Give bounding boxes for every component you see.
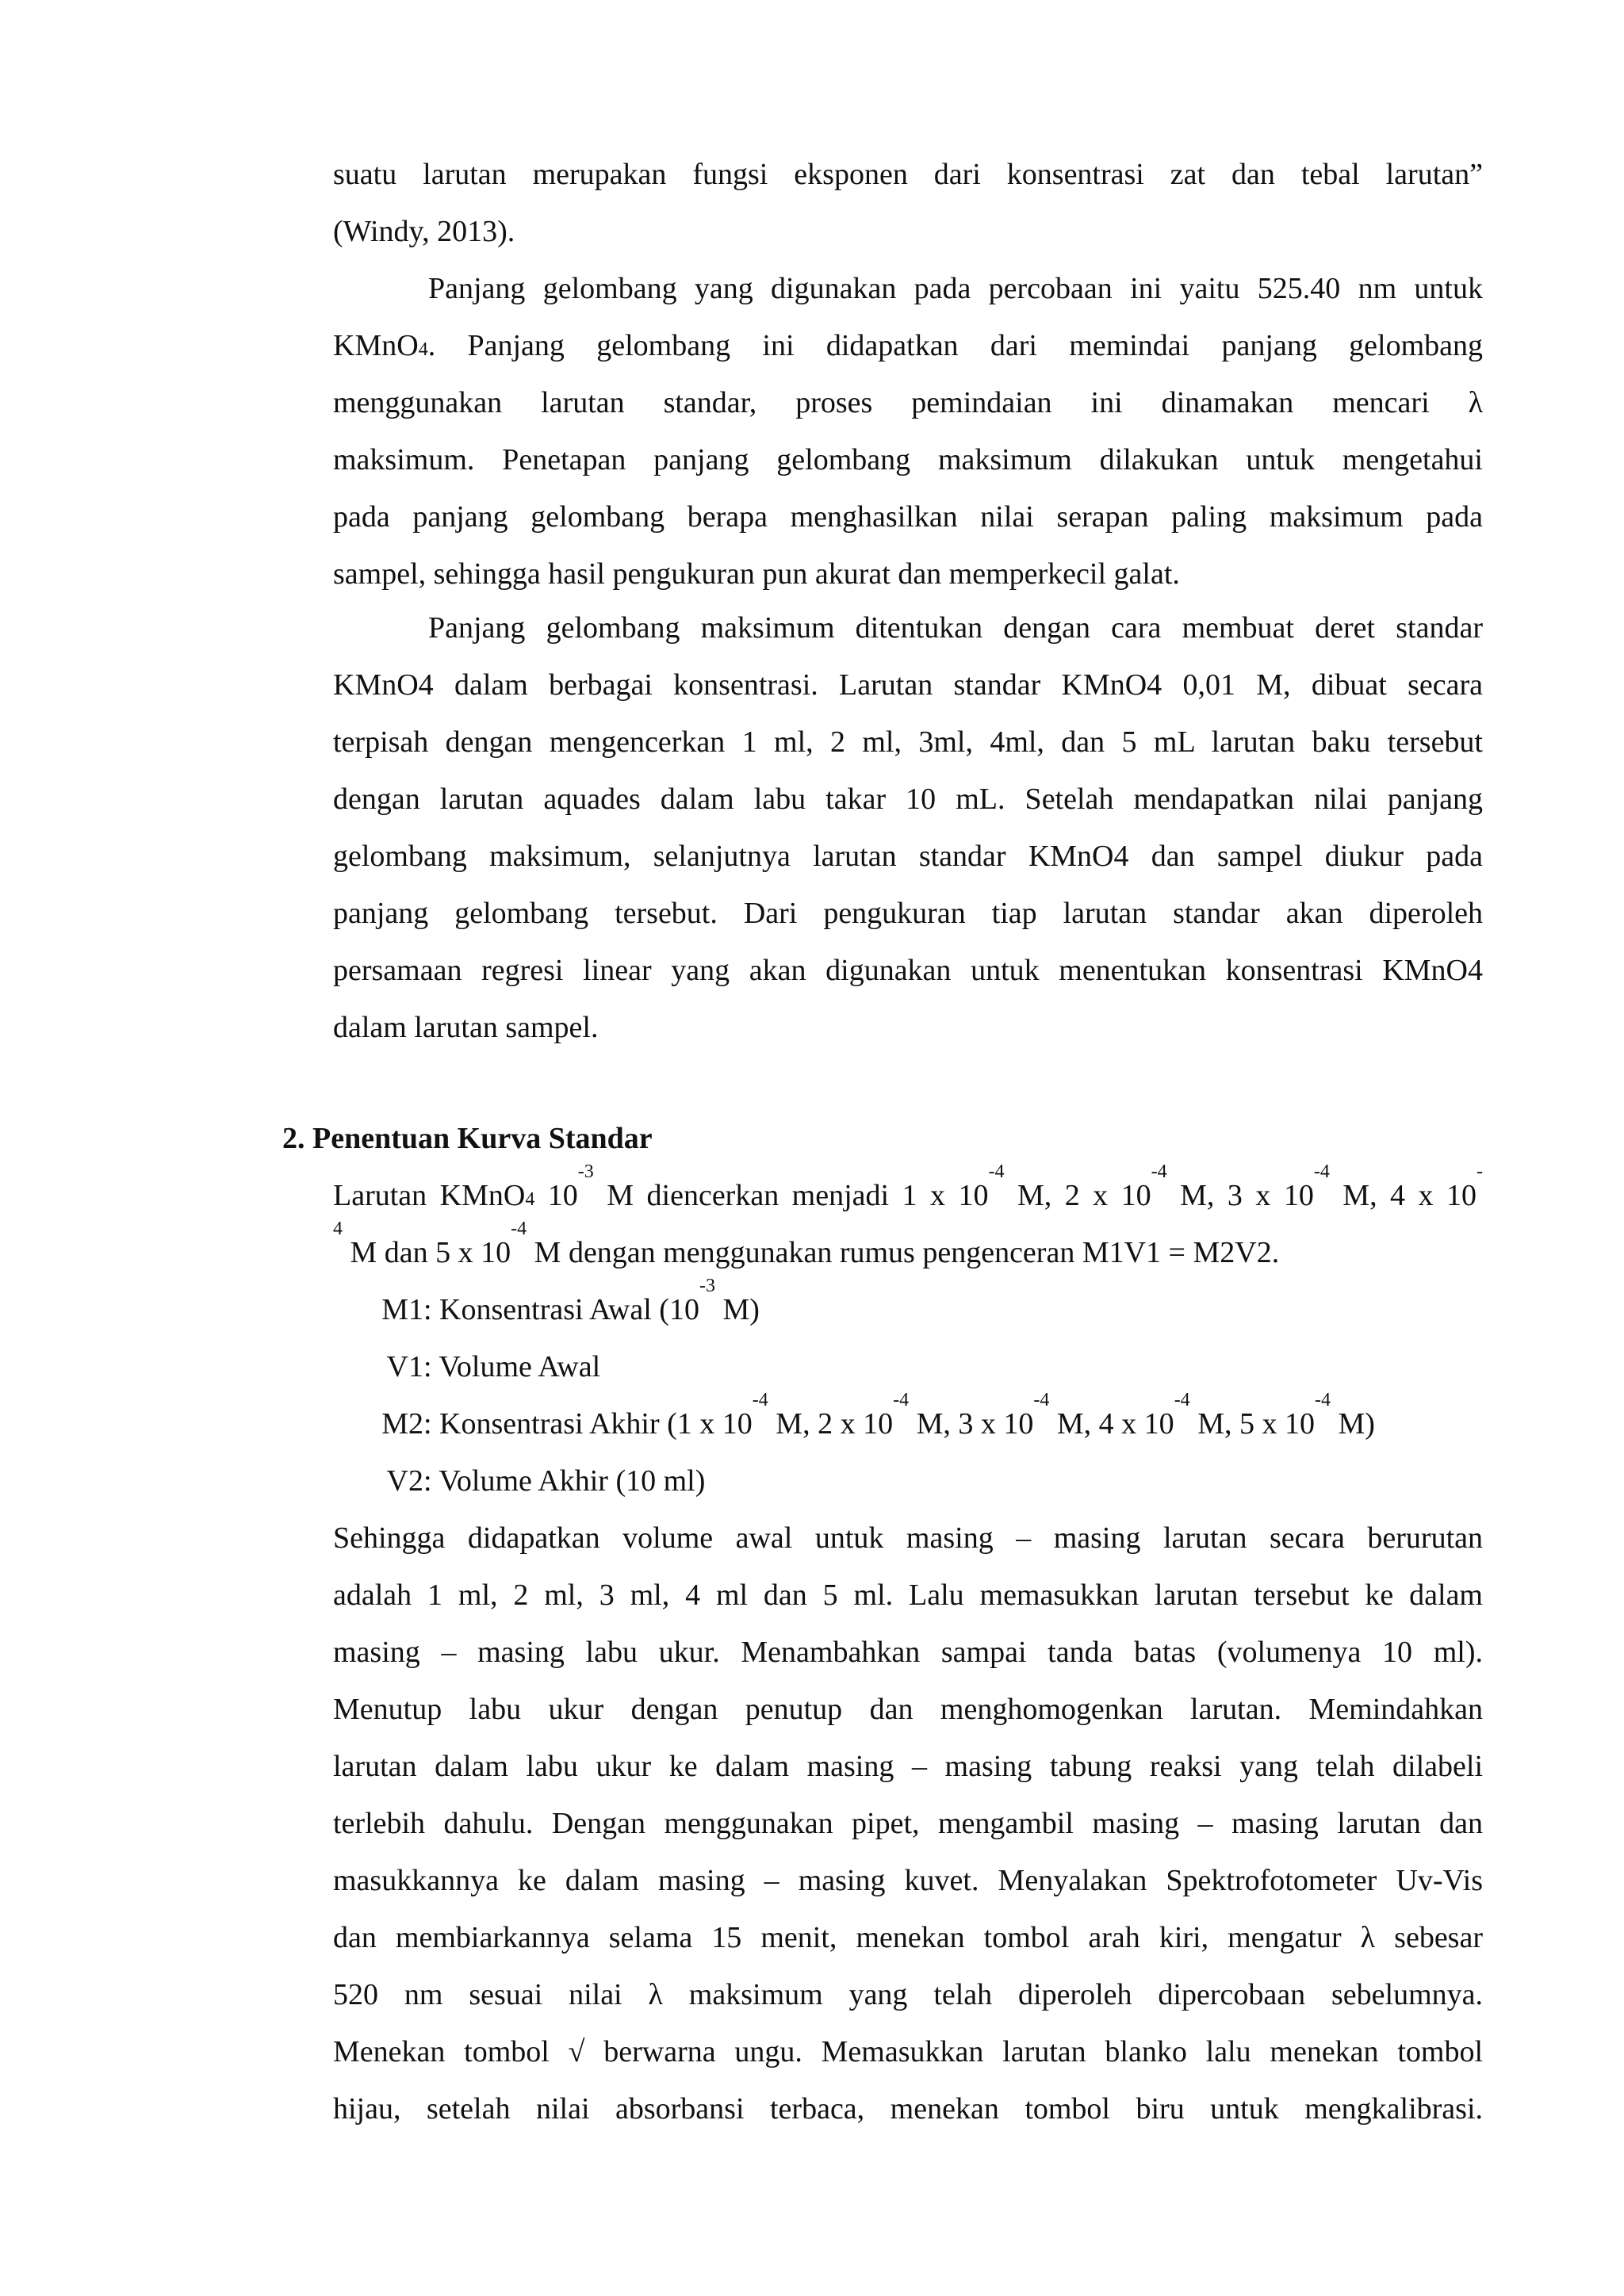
paragraph3-line2: KMnO4 dalam berbagai konsentrasi. Larutan standar KMnO4 0,01 M, dibuat secara xyxy=(333,668,1483,702)
section2-body-line4: Menutup labu ukur dengan penutup dan menghomogenkan larutan. Memindahkan xyxy=(333,1693,1483,1726)
section2-body-line9: 520 nm sesuai nilai λ maksimum yang telah diperoleh dipercobaan sebelumnya. xyxy=(333,1978,1483,2011)
paragraph2-line3: menggunakan larutan standar, proses pemindaian ini dinamakan mencari λ xyxy=(333,386,1483,419)
paragraph2-line2: KMnO4. Panjang gelombang ini didapatkan dari memindai panjang gelombang xyxy=(333,329,1483,362)
section2-body-line8: dan membiarkannya selama 15 menit, menekan tombol arah kiri, mengatur λ sebesar xyxy=(333,1921,1483,1954)
paragraph3-line6: panjang gelombang tersebut. Dari pengukuran tiap larutan standar akan diperoleh xyxy=(333,897,1483,930)
paragraph2-line4: maksimum. Penetapan panjang gelombang maksimum dilakukan untuk mengetahui xyxy=(333,443,1483,476)
paragraph1-line1: suatu larutan merupakan fungsi eksponen dari konsentrasi zat dan tebal larutan” xyxy=(333,158,1483,191)
section2-body-line7: masukkannya ke dalam masing – masing kuvet. Menyalakan Spektrofotometer Uv-Vis xyxy=(333,1864,1483,1897)
paragraph3-line4: dengan larutan aquades dalam labu takar 10 mL. Setelah mendapatkan nilai panjang xyxy=(333,783,1483,816)
definition-m2: M2: Konsentrasi Akhir (1 x $10^{-4}$ M, 2 x $10^{-4}$ M, 3 x $10^{-4}$ M, 4 x $10^{-4}$ M, 5 x $10^{-4}$ M) xyxy=(381,1390,1375,1441)
paragraph2-line6: sampel, sehingga hasil pengukuran pun akurat dan memperkecil galat. xyxy=(333,557,1180,591)
section2-body-line11: hijau, setelah nilai absorbansi terbaca, menekan tombol biru untuk mengkalibrasi. xyxy=(333,2092,1483,2126)
definition-v2: V2: Volume Akhir (10 ml) xyxy=(386,1464,706,1498)
paragraph2-line1: Panjang gelombang yang digunakan pada percobaan ini yaitu 525.40 nm untuk xyxy=(428,272,1483,305)
paragraph2-line5: pada panjang gelombang berapa menghasilkan nilai serapan paling maksimum pada xyxy=(333,500,1483,534)
paragraph1-line2: (Windy, 2013). xyxy=(333,215,515,248)
paragraph3-line8: dalam larutan sampel. xyxy=(333,1011,599,1044)
section2-body-line1: Sehingga didapatkan volume awal untuk masing – masing larutan secara berurutan xyxy=(333,1521,1483,1555)
definition-m1: M1: Konsentrasi Awal ($10^{-3}$ M) xyxy=(381,1276,760,1326)
section2-body-line3: masing – masing labu ukur. Menambahkan sampai tanda batas (volumenya 10 ml). xyxy=(333,1636,1483,1669)
section2-body-line2: adalah 1 ml, 2 ml, 3 ml, 4 ml dan 5 ml. Lalu memasukkan larutan tersebut ke dalam xyxy=(333,1578,1483,1612)
section2-body-line10: Menekan tombol √ berwarna ungu. Memasukkan larutan blanko lalu menekan tombol xyxy=(333,2035,1483,2068)
paragraph3-line1: Panjang gelombang maksimum ditentukan dengan cara membuat deret standar xyxy=(428,611,1483,645)
section-heading: 2. Penentuan Kurva Standar xyxy=(282,1122,653,1155)
section2-intro-line2: $^4$ M dan 5 x $10^{-4}$ M dengan menggunakan rumus pengenceran M1V1 = M2V2. xyxy=(333,1219,1280,1269)
section2-body-line6: terlebih dahulu. Dengan menggunakan pipet, mengambil masing – masing larutan dan xyxy=(333,1807,1483,1840)
section2-body-line5: larutan dalam labu ukur ke dalam masing – masing tabung reaksi yang telah dilabeli xyxy=(333,1750,1483,1783)
paragraph3-line5: gelombang maksimum, selanjutnya larutan standar KMnO4 dan sampel diukur pada xyxy=(333,840,1483,873)
definition-v1: V1: Volume Awal xyxy=(386,1350,601,1383)
paragraph3-line7: persamaan regresi linear yang akan digunakan untuk menentukan konsentrasi KMnO4 xyxy=(333,954,1483,987)
paragraph3-line3: terpisah dengan mengencerkan 1 ml, 2 ml, 3ml, 4ml, dan 5 mL larutan baku tersebut xyxy=(333,725,1483,759)
section2-intro-line1: Larutan KMnO4 $10^{-3}$ M diencerkan menjadi 1 x $10^{-4}$ M, 2 x $10^{-4}$ M, 3 x $10^{-4}$ M, 4 x 10- xyxy=(333,1161,1483,1212)
